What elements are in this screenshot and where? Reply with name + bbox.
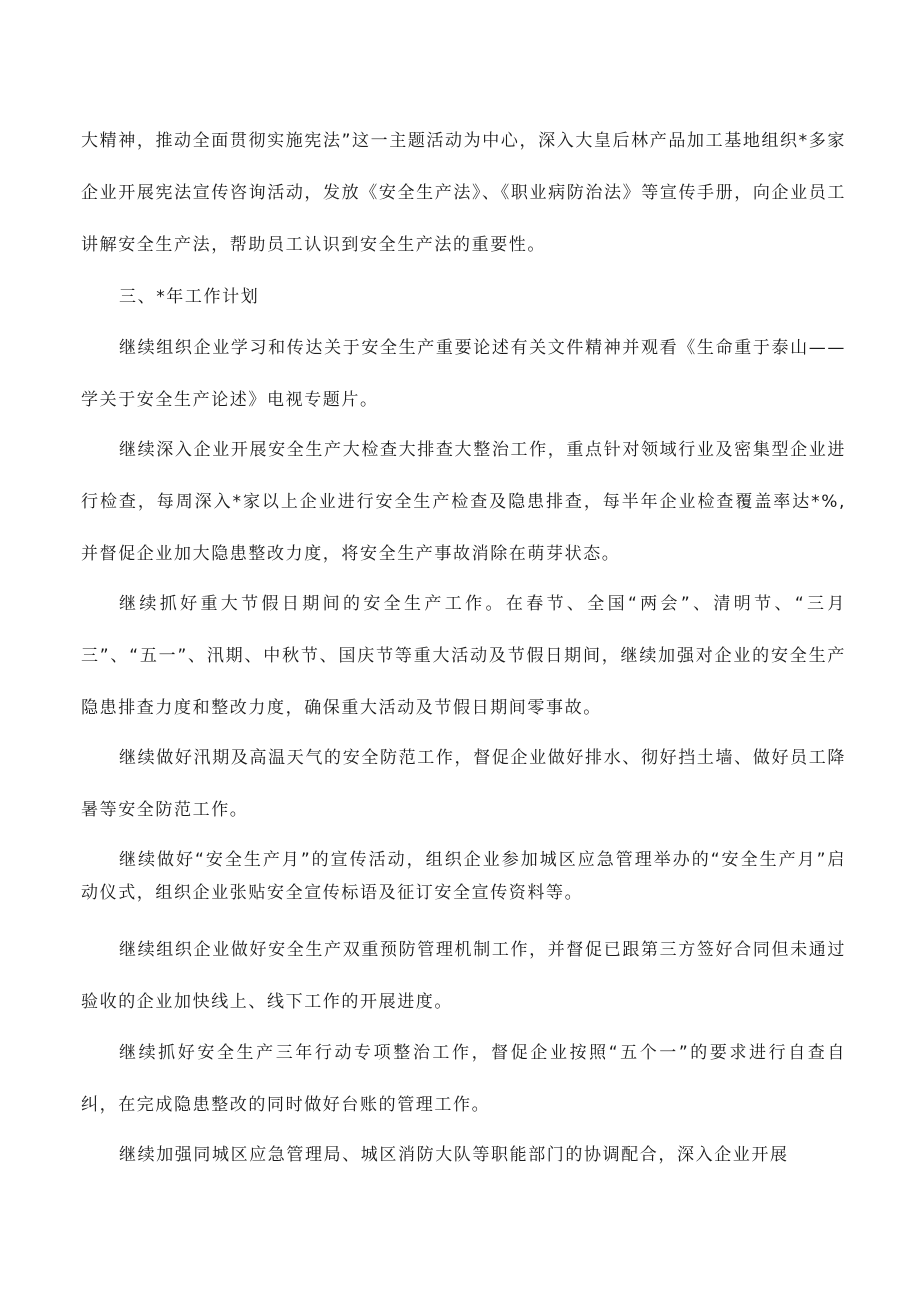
paragraph-dual-prevention: 继续组织企业做好安全生产双重预防管理机制工作，并督促已跟第三方签好合同但未通过验收的企业加快线上、线下工作的开展进度。	[81, 940, 846, 1012]
paragraph-three-year: 继续抓好安全生产三年行动专项整治工作，督促企业按照“五个一”的要求进行自查自纠，在完成隐患整改的同时做好台账的管理工作。	[81, 1043, 846, 1115]
paragraph-safety-month: 继续做好“安全生产月”的宣传活动，组织企业参加城区应急管理举办的“安全生产月”启动仪式，组织企业张贴安全宣传标语及征订安全宣传资料等。	[81, 850, 846, 903]
paragraph-flood-season: 继续做好汛期及高温天气的安全防范工作，督促企业做好排水、彻好挡土墙、做好员工降暑等安全防范工作。	[81, 748, 846, 820]
paragraph-inspection: 继续深入企业开展安全生产大检查大排查大整治工作，重点针对领域行业及密集型企业进行检查，每周深入*家以上企业进行安全生产检查及隐患排查，每半年企业检查覆盖率达*%,并督促企业加大隐患整改力度，将安全生产事故消除在萌芽状态。	[81, 440, 846, 564]
paragraph-holidays: 继续抓好重大节假日期间的安全生产工作。在春节、全国“两会”、清明节、“三月三”、“五一”、汛期、中秋节、国庆节等重大活动及节假日期间，继续加强对企业的安全生产隐患排查力度和整改力度，确保重大活动及节假日期间零事故。	[81, 594, 846, 718]
paragraph-coordination: 继续加强同城区应急管理局、城区消防大队等职能部门的协调配合，深入企业开展	[119, 1145, 789, 1165]
paragraph-study: 继续组织企业学习和传达关于安全生产重要论述有关文件精神并观看《生命重于泰山——学关于安全生产论述》电视专题片。	[81, 338, 846, 410]
section-heading: 三、*年工作计划	[119, 287, 260, 307]
paragraph-continuation: 大精神，推动全面贯彻实施宪法”这一主题活动为中心，深入大皇后林产品加工基地组织*多家企业开展宪法宣传咨询活动，发放《安全生产法》、《职业病防治法》等宣传手册，向企业员工讲解安全生产法，帮助员工认识到安全生产法的重要性。	[81, 131, 846, 255]
